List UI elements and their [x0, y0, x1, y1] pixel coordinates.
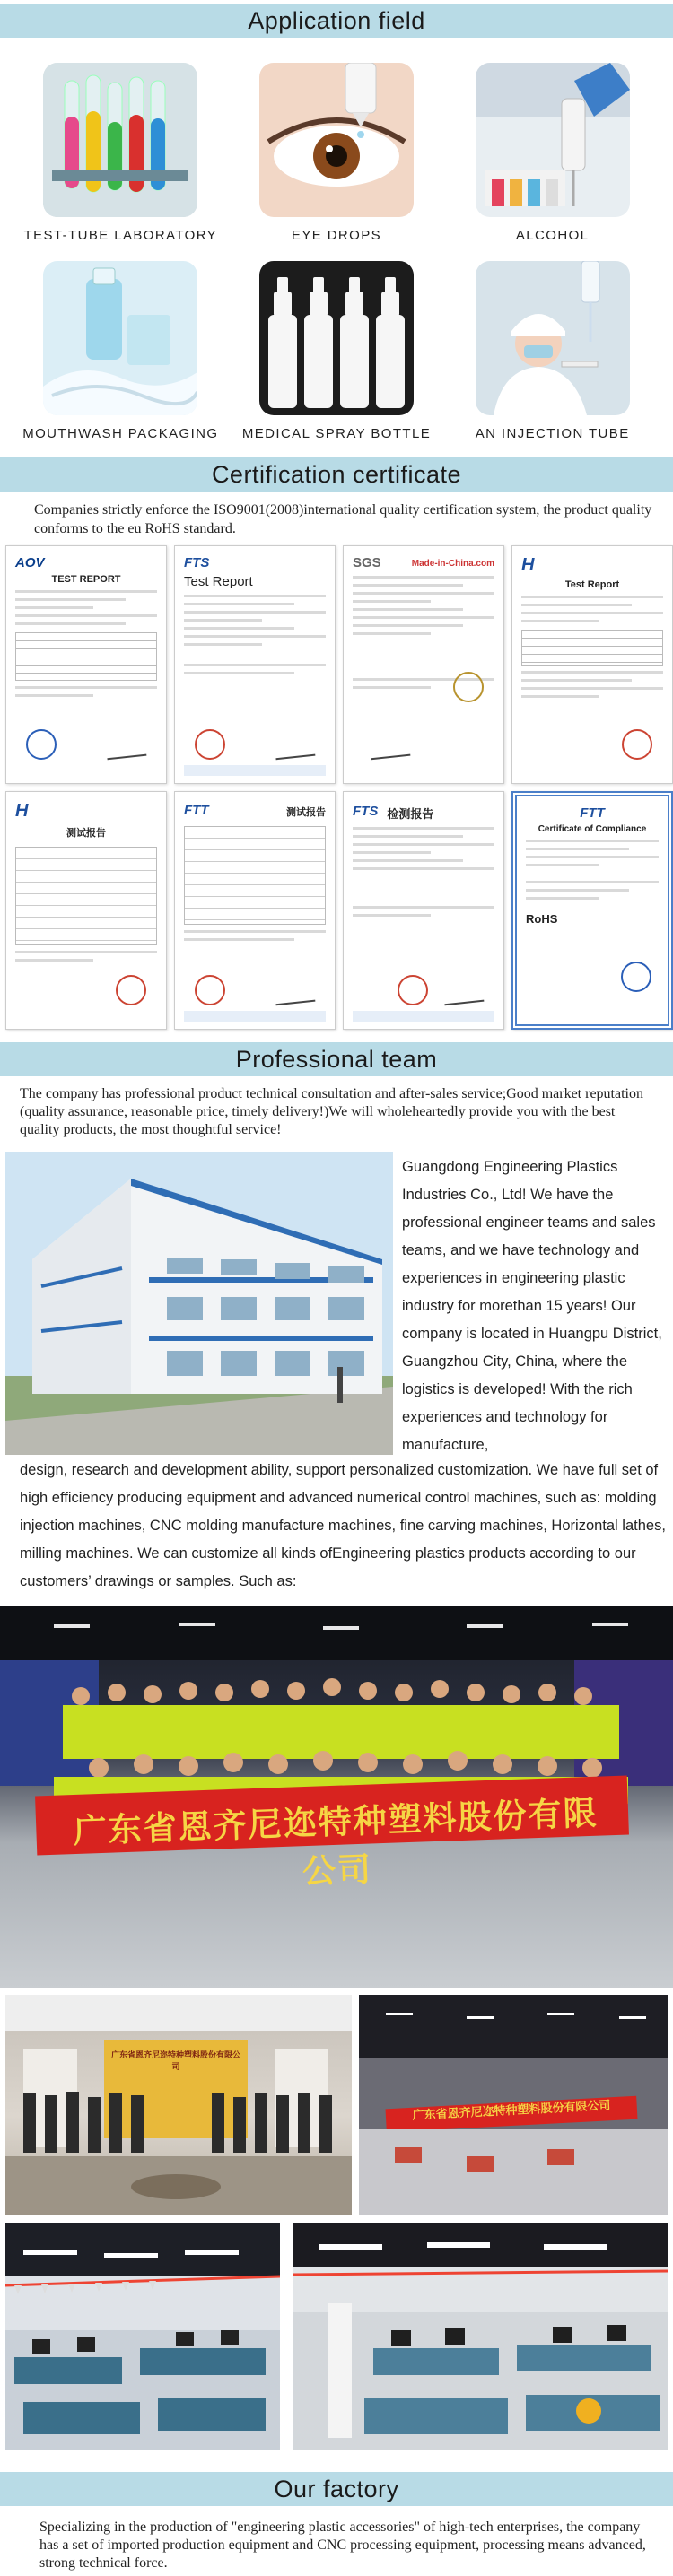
injection-icon	[476, 261, 630, 415]
application-label: ALCOHOL	[515, 228, 590, 243]
building-icon	[5, 1152, 393, 1455]
certificate-grid	[0, 538, 673, 1030]
team-group-photo	[0, 1606, 673, 1988]
rohs-mark: RoHS	[526, 912, 558, 926]
seal-icon	[195, 975, 225, 1005]
seal-icon	[195, 729, 225, 760]
application-field-header	[0, 4, 673, 38]
seal-icon	[116, 975, 146, 1005]
team-body-wide: design, research and development ability, support personalized customization. We have full set of high efficiency producing equipment and advanced numerical control machines, such as: molding injection machines, CNC molding manufacture machines, fine carving machines, Horizontal lathes, milling machines. We can customize all kinds ofEngineering plastics products according to our customers’ drawings or samples. Such as:	[20, 1462, 666, 1589]
test-tube-icon	[43, 63, 197, 217]
team-description	[0, 1139, 673, 1606]
seal-icon	[453, 672, 484, 702]
section-title: Professional team	[235, 1045, 438, 1073]
office-icon	[293, 2223, 668, 2450]
application-item	[444, 63, 660, 243]
factory-intro: Specializing in the production of "engineering plastic accessories" of high-tech enterprises, the company has a set of imported production equipment and CNC processing equipment, processing means advanced, strong technical force.	[39, 2519, 646, 2571]
section-title: Application field	[248, 6, 425, 34]
application-label: EYE DROPS	[291, 228, 382, 243]
cert-logo: FTS	[353, 804, 379, 819]
office-icon	[5, 2223, 280, 2450]
application-item	[229, 63, 445, 243]
certification-header	[0, 457, 673, 492]
certificate-card	[174, 791, 336, 1030]
application-item	[13, 63, 229, 243]
cert-logo: H	[15, 801, 29, 821]
mouthwash-icon	[43, 261, 197, 415]
injection-image	[476, 261, 630, 415]
section-title: Certification certificate	[211, 460, 462, 488]
section-title: Our factory	[274, 2475, 399, 2502]
cert-title: TEST REPORT	[51, 574, 121, 585]
certificate-card	[174, 545, 336, 784]
test-tube-image	[43, 63, 197, 217]
certificate-card	[343, 791, 504, 1030]
cert-title: Certificate of Compliance	[538, 824, 647, 834]
pipette-image	[476, 63, 630, 217]
application-item	[13, 261, 229, 441]
cert-title: Made-in-China.com	[411, 559, 494, 569]
eye-drops-image	[259, 63, 414, 217]
cert-logo: H	[521, 555, 535, 575]
lobby-photo	[5, 1995, 352, 2215]
cert-logo: FTS	[184, 555, 210, 570]
cert-title: 检测报告	[387, 807, 434, 821]
application-label: TEST-TUBE LABORATORY	[23, 228, 218, 243]
spray-bottle-icon	[259, 261, 414, 415]
application-label: AN INJECTION TUBE	[475, 426, 630, 441]
seal-icon	[26, 729, 57, 760]
certificate-card	[5, 791, 167, 1030]
cert-logo: FTT	[580, 805, 605, 821]
lobby-icon	[5, 1995, 352, 2215]
application-grid	[0, 38, 673, 441]
cert-title: 测试报告	[66, 828, 106, 839]
spray-bottle-image	[259, 261, 414, 415]
company-banner: 广东省恩齐尼迩特种塑料股份有限公司	[73, 1793, 599, 1892]
eye-drops-icon	[259, 63, 414, 217]
seal-icon	[621, 962, 651, 992]
mouthwash-image	[43, 261, 197, 415]
team-intro: The company has professional product technical consultation and after-sales service;Good market reputation (quality assurance, reasonable price, timely delivery!)We will wholeheartedly provide you with the best quality products, the most thoughtful service!	[20, 1086, 643, 1137]
cert-title: Test Report	[184, 574, 253, 589]
cert-logo: AOV	[15, 555, 45, 570]
cert-logo: SGS	[353, 555, 381, 570]
cert-logo: FTT	[184, 802, 209, 818]
lobby-sign: 广东省恩齐尼迩特种塑料股份有限公司	[110, 2051, 240, 2072]
certificate-card	[511, 791, 673, 1030]
seal-icon	[398, 975, 428, 1005]
certificate-card	[5, 545, 167, 784]
team-header	[0, 1042, 673, 1076]
cert-title: Test Report	[564, 579, 620, 590]
application-label: MEDICAL SPRAY BOTTLE	[241, 426, 432, 441]
cert-title: 测试报告	[286, 807, 326, 818]
certificate-card	[343, 545, 504, 784]
application-item	[444, 261, 660, 441]
certificate-card	[511, 545, 673, 784]
event-banner: 广东省恩齐尼迩特种塑料股份有限公司	[412, 2099, 611, 2123]
pipette-icon	[476, 63, 630, 217]
seal-icon	[622, 729, 652, 760]
factory-header	[0, 2472, 673, 2506]
factory-building-image	[5, 1152, 393, 1455]
event-photo	[359, 1995, 668, 2215]
application-item	[229, 261, 445, 441]
office-photo-left	[5, 2223, 280, 2450]
office-photo-right	[293, 2223, 668, 2450]
certification-intro: Companies strictly enforce the ISO9001(2008)international quality certification system, the product quality conforms to the eu RoHS standard.	[34, 502, 652, 536]
application-label: MOUTHWASH PACKAGING	[22, 426, 219, 441]
team-body-side: Guangdong Engineering Plastics Industries Co., Ltd! We have the professional engineer teams and sales teams, and we have technology and experiences in engineering plastic industry for morethan 15 years! Our company is located in Huangpu District, Guangzhou City, China, where the logistics is developed! With the rich experiences and technology for manufacture,	[402, 1159, 662, 1453]
